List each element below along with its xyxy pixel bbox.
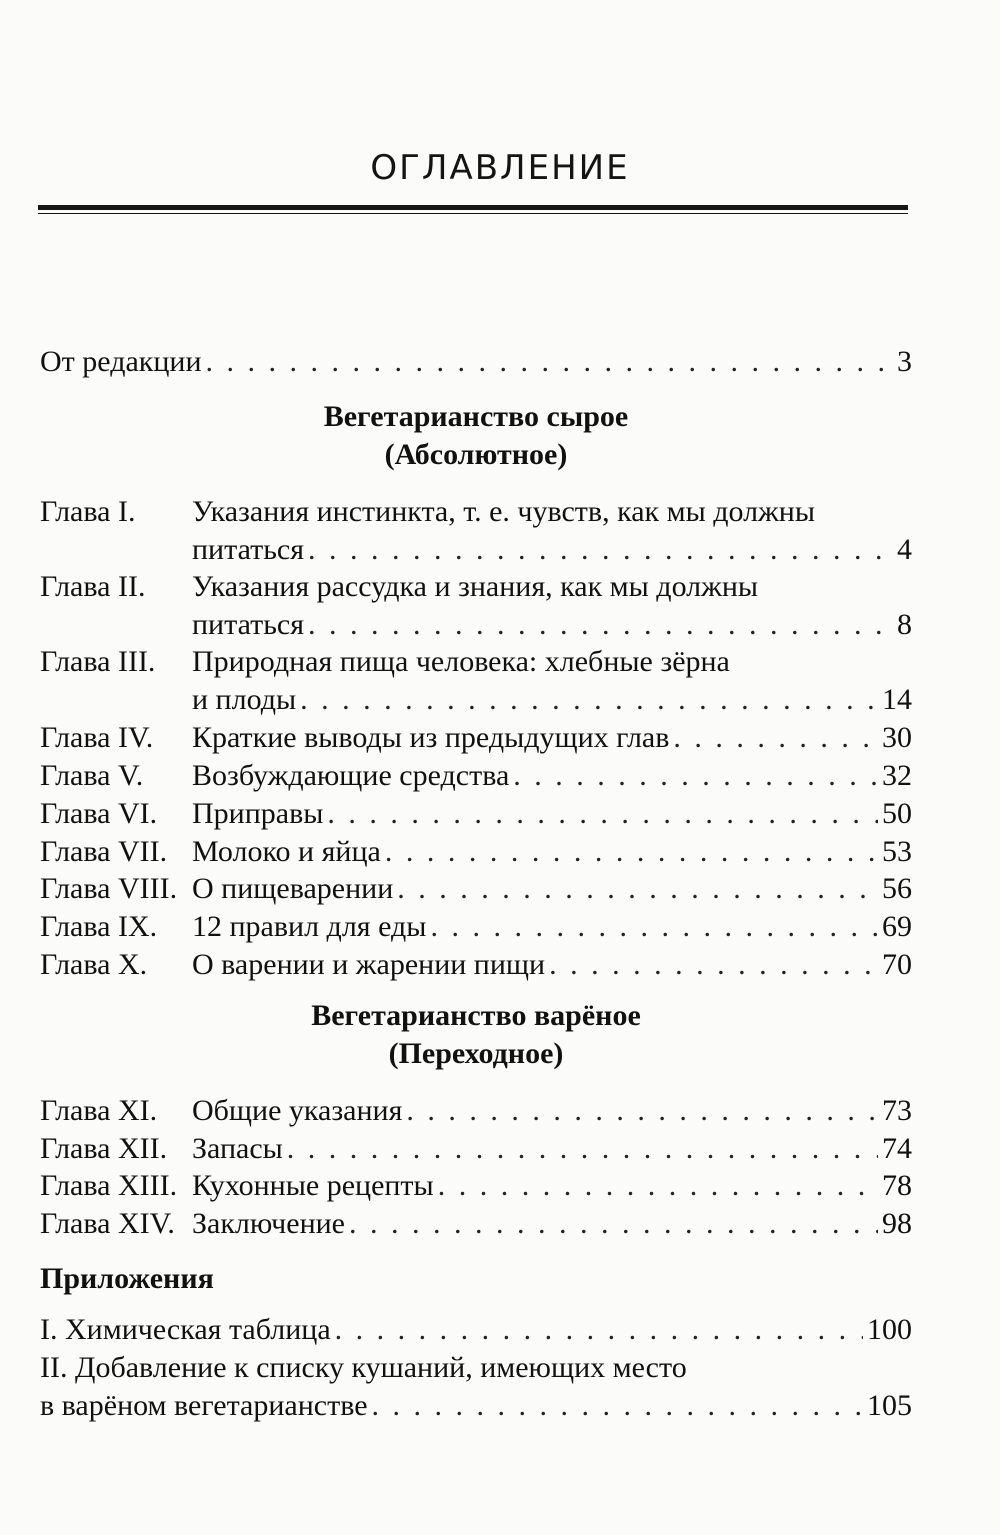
dot-leader: [673, 719, 878, 757]
entry-title: 12 правил для еды: [192, 910, 427, 943]
dot-leader: [287, 1130, 878, 1168]
toc-entry-chapter-9[interactable]: [40, 908, 912, 946]
chapter-label: Глава I.: [40, 495, 136, 528]
toc-entry-chapter-12[interactable]: [40, 1130, 912, 1168]
toc-entry-chapter-4[interactable]: [40, 719, 912, 757]
section-subheading: (Абсолютное): [384, 438, 568, 471]
entry-title-cont: и плоды: [192, 683, 297, 716]
dot-leader: [308, 606, 884, 644]
dot-leader: [349, 1205, 878, 1243]
entry-title: Кухонные рецепты: [192, 1169, 434, 1202]
entry-title: II. Добавление к списку кушаний, имеющих место: [40, 1351, 687, 1384]
title-rule-thin: [38, 213, 908, 214]
entry-title: Молоко и яйца: [192, 835, 381, 868]
section-subheading: (Переходное): [388, 1037, 564, 1070]
appendix-heading: Приложения: [40, 1262, 214, 1295]
toc-entry-chapter-8[interactable]: [40, 870, 912, 908]
toc-entry-chapter-1[interactable]: [40, 493, 912, 531]
entry-title: I. Химическая таблица: [40, 1313, 331, 1346]
chapter-label: Глава VI.: [40, 797, 158, 830]
entry-page: 4: [897, 533, 912, 566]
toc-entry-appendix-1[interactable]: [40, 1311, 912, 1349]
entry-title-cont: питаться: [192, 608, 305, 641]
title-rule-thick: [38, 205, 908, 210]
entry-title: О пищеварении: [192, 872, 394, 905]
dot-leader: [335, 1311, 863, 1349]
toc-entry-chapter-7[interactable]: [40, 833, 912, 871]
toc-entry-chapter-3-cont[interactable]: [40, 681, 912, 719]
dot-leader: [300, 681, 878, 719]
entry-title: Возбуждающие средства: [192, 759, 510, 792]
entry-title: Указания рассудка и знания, как мы должны: [192, 570, 759, 603]
entry-page: 56: [882, 872, 912, 905]
entry-title: Природная пища человека: хлебные зёрна: [192, 645, 730, 678]
chapter-label: Глава III.: [40, 645, 156, 678]
dot-leader: [438, 1167, 878, 1205]
toc-entry-chapter-6[interactable]: [40, 795, 912, 833]
entry-title: Указания инстинкта, т. е. чувств, как мы должны: [192, 495, 815, 528]
entry-page: 3: [897, 345, 912, 378]
dot-leader: [430, 908, 878, 946]
chapter-label: Глава X.: [40, 948, 148, 981]
entry-page: 30: [882, 721, 912, 754]
chapter-label: Глава VII.: [40, 835, 168, 868]
entry-page: 105: [867, 1389, 912, 1422]
dot-leader: [397, 870, 878, 908]
dot-leader: [372, 1387, 863, 1425]
dot-leader: [406, 1092, 878, 1130]
toc-entry-chapter-14[interactable]: [40, 1205, 912, 1243]
chapter-label: Глава VIII.: [40, 872, 178, 905]
chapter-label: Глава XIV.: [40, 1207, 175, 1240]
chapter-label: Глава XI.: [40, 1094, 158, 1127]
entry-title: От редакции: [40, 345, 202, 378]
entry-title: Общие указания: [192, 1094, 403, 1127]
entry-page: 14: [882, 683, 912, 716]
entry-page: 74: [882, 1132, 912, 1165]
dot-leader: [385, 833, 878, 871]
entry-page: 69: [882, 910, 912, 943]
dot-leader: [513, 757, 878, 795]
dot-leader: [327, 795, 878, 833]
entry-page: 73: [882, 1094, 912, 1127]
toc-entry-chapter-1-cont[interactable]: [40, 531, 912, 569]
entry-page: 78: [882, 1169, 912, 1202]
chapter-label: Глава XIII.: [40, 1169, 178, 1202]
entry-page: 50: [882, 797, 912, 830]
chapter-label: Глава IX.: [40, 910, 158, 943]
section-heading: Вегетарианство варёное: [311, 999, 641, 1032]
toc-entry-chapter-2[interactable]: [40, 568, 912, 606]
entry-page: 32: [882, 759, 912, 792]
page-title: ОГЛАВЛЕНИЕ: [370, 148, 630, 188]
section-heading: Вегетарианство сырое: [323, 400, 629, 433]
entry-title: О варении и жарении пищи: [192, 948, 546, 981]
entry-title: Приправы: [192, 797, 324, 830]
chapter-label: Глава XII.: [40, 1132, 168, 1165]
toc-entry-front[interactable]: [40, 343, 912, 381]
entry-title-cont: в варёном вегетарианстве: [40, 1389, 368, 1422]
entry-title-cont: питаться: [192, 533, 305, 566]
dot-leader: [308, 531, 884, 569]
chapter-label: Глава II.: [40, 570, 146, 603]
toc-entry-chapter-11[interactable]: [40, 1092, 912, 1130]
entry-page: 8: [897, 608, 912, 641]
entry-title: Заключение: [192, 1207, 345, 1240]
dot-leader: [206, 343, 884, 381]
entry-page: 70: [882, 948, 912, 981]
dot-leader: [549, 946, 878, 984]
toc-entry-chapter-3[interactable]: [40, 643, 912, 681]
toc-entry-chapter-10[interactable]: [40, 946, 912, 984]
entry-page: 53: [882, 835, 912, 868]
toc-entry-appendix-2-cont[interactable]: [40, 1387, 912, 1425]
toc-entry-chapter-13[interactable]: [40, 1167, 912, 1205]
entry-title: Запасы: [192, 1132, 283, 1165]
toc-entry-chapter-2-cont[interactable]: [40, 606, 912, 644]
entry-page: 100: [867, 1313, 912, 1346]
chapter-label: Глава IV.: [40, 721, 154, 754]
entry-title: Краткие выводы из предыдущих глав: [192, 721, 670, 754]
toc-entry-appendix-2[interactable]: [40, 1349, 912, 1387]
entry-page: 98: [882, 1207, 912, 1240]
toc-entry-chapter-5[interactable]: [40, 757, 912, 795]
chapter-label: Глава V.: [40, 759, 144, 792]
